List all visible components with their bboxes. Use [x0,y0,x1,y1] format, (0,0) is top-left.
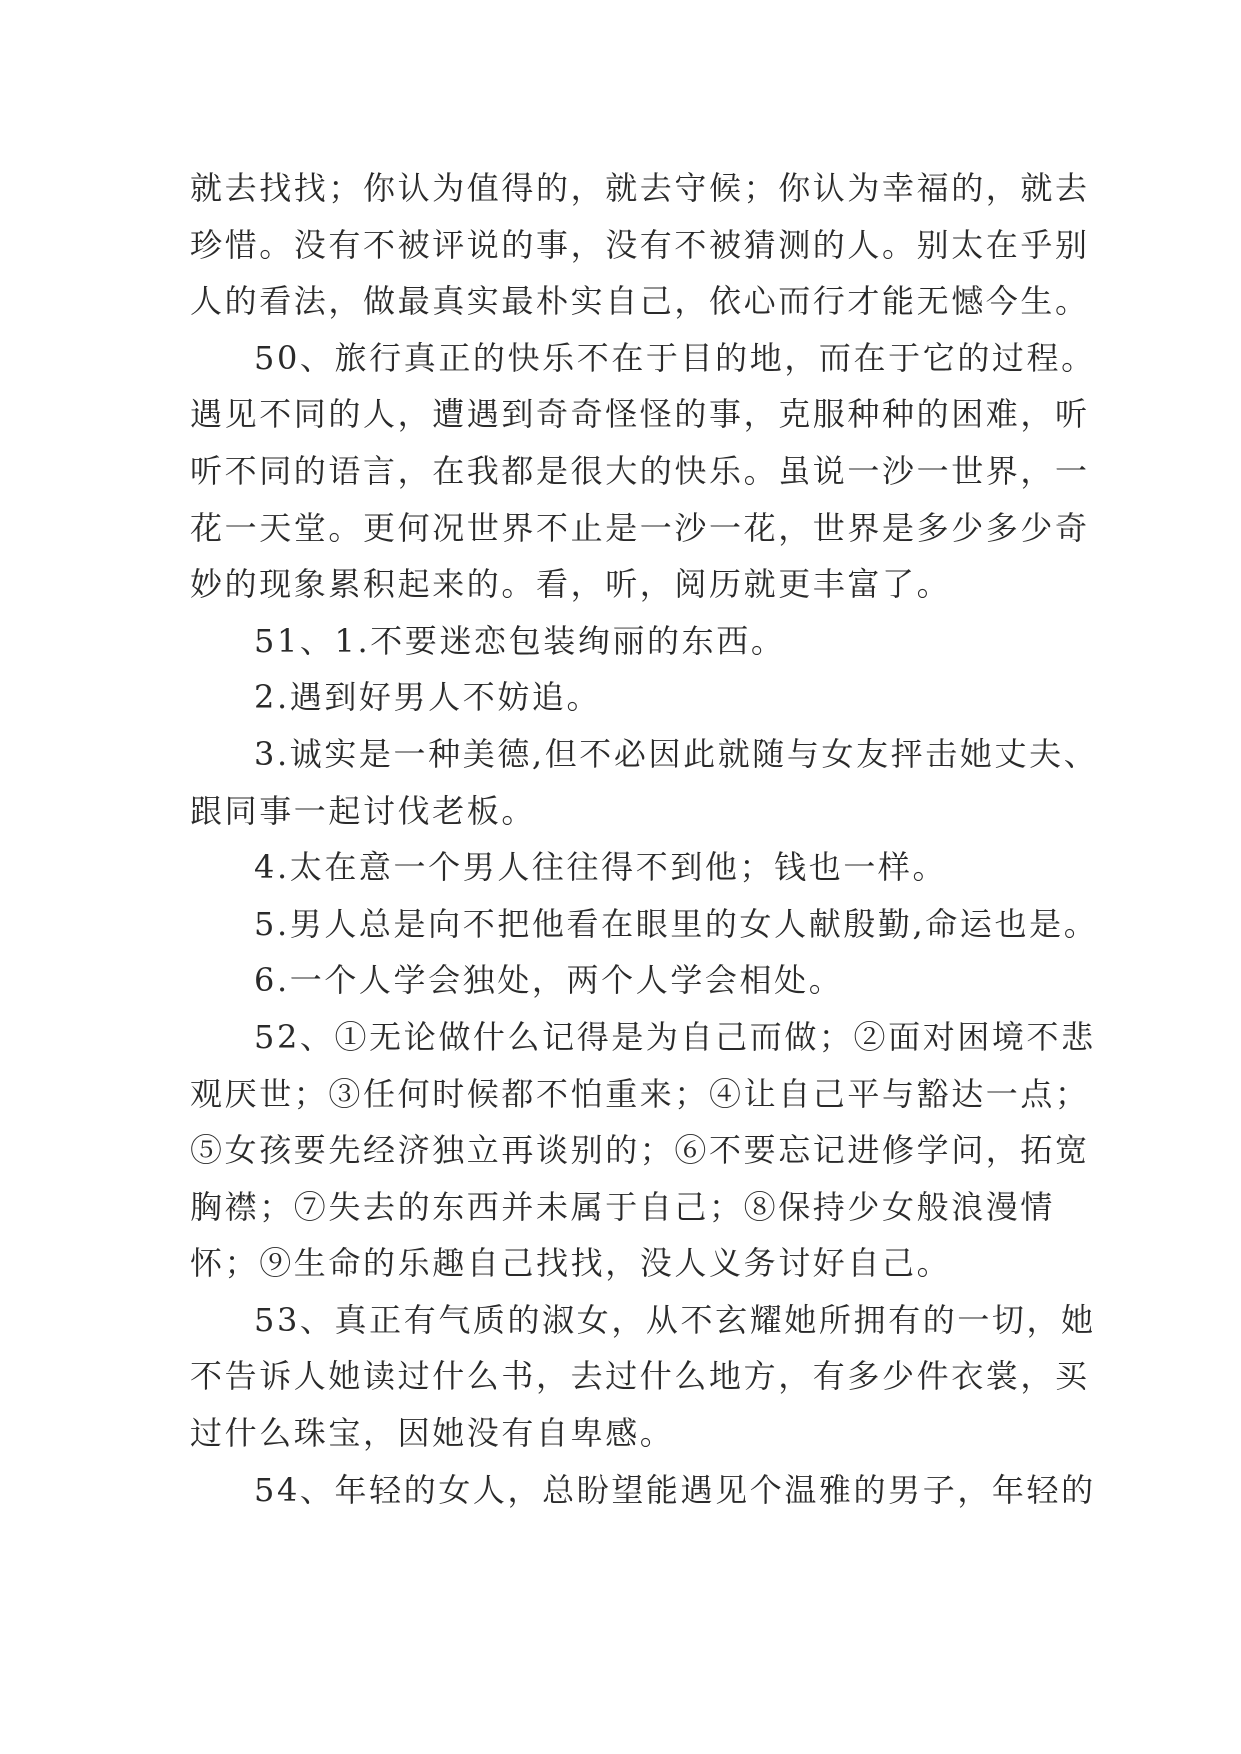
text-line: 50、旅行真正的快乐不在于目的地，而在于它的过程。 [254,338,1096,377]
text-line: 人的看法，做最真实最朴实自己，依心而行才能无憾今生。 [190,282,1090,321]
text-line: ⑤女孩要先经济独立再谈别的；⑥不要忘记进修学问，拓宽 [190,1131,1090,1170]
text-line: 就去找找；你认为值得的，就去守候；你认为幸福的，就去 [190,169,1090,207]
text-line: 怀；⑨生命的乐趣自己找找，没人义务讨好自己。 [190,1244,952,1283]
text-line: 51、1.不要迷恋包装绚丽的东西。 [254,621,786,660]
document-body [190,160,1099,1518]
text-line: 52、①无论做什么记得是为自己而做；②面对困境不悲 [254,1017,1096,1056]
text-line: 3.诚实是一种美德,但不必因此就随与女友抨击她丈夫、 [254,734,1099,773]
text-line: 跟同事一起讨伐老板。 [190,791,537,830]
text-line: 听不同的语言，在我都是很大的快乐。虽说一沙一世界，一 [190,451,1090,490]
text-line: 5.男人总是向不把他看在眼里的女人献殷勤,命运也是。 [254,904,1099,943]
text-line: 观厌世；③任何时候都不怕重来；④让自己平与豁达一点； [190,1074,1090,1113]
text-line: 遇见不同的人，遭遇到奇奇怪怪的事，克服种种的困难，听 [190,395,1090,434]
text-line: 不告诉人她读过什么书，去过什么地方，有多少件衣裳，买 [190,1357,1090,1396]
text-line: 胸襟；⑦失去的东西并未属于自己；⑧保持少女般浪漫情 [190,1187,1056,1226]
text-line: 6.一个人学会独处，两个人学会相处。 [254,961,844,1000]
text-line: 珍惜。没有不被评说的事，没有不被猜测的人。别太在乎别 [190,225,1090,264]
text-line: 过什么珠宝，因她没有自卑感。 [190,1414,675,1453]
text-line: 2.遇到好男人不妨追。 [254,678,602,717]
text-line: 54、年轻的女人，总盼望能遇见个温雅的男子，年轻的 [254,1470,1096,1509]
text-line: 花一天堂。更何况世界不止是一沙一花，世界是多少多少奇 [190,508,1090,547]
text-line: 妙的现象累积起来的。看，听，阅历就更丰富了。 [190,565,952,604]
text-line: 4.太在意一个男人往往得不到他；钱也一样。 [254,848,948,887]
text-line: 53、真正有气质的淑女，从不玄耀她所拥有的一切，她 [254,1300,1096,1339]
